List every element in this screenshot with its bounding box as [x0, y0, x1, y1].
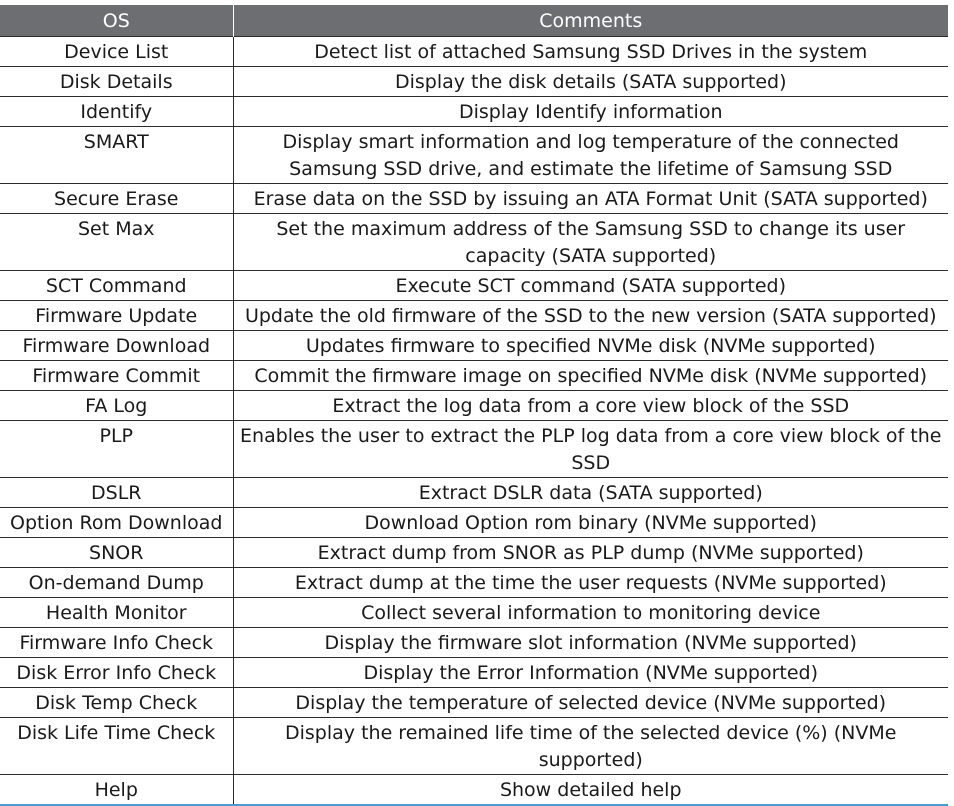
comment-cell: Display the Error Information (NVMe supported) — [233, 658, 948, 688]
table-row — [0, 688, 948, 718]
comment-cell: Display the remained life time of the selected device (%) (NVMe supported) — [233, 718, 948, 775]
table-row — [0, 391, 948, 421]
comment-cell: Display the firmware slot information (NVMe supported) — [233, 628, 948, 658]
os-cell: SMART — [0, 127, 233, 184]
table-row — [0, 97, 948, 127]
header-row — [0, 5, 948, 37]
os-cell: Disk Life Time Check — [0, 718, 233, 775]
comment-cell: Display smart information and log temperature of the connected Samsung SSD drive, and estimate the lifetime of Samsung SSD — [233, 127, 948, 184]
comment-cell: Extract DSLR data (SATA supported) — [233, 478, 948, 508]
os-cell: SNOR — [0, 538, 233, 568]
table-row — [0, 421, 948, 478]
table-row — [0, 184, 948, 214]
table-row — [0, 568, 948, 598]
os-cell: Option Rom Download — [0, 508, 233, 538]
comment-cell: Commit the firmware image on specified NVMe disk (NVMe supported) — [233, 361, 948, 391]
table-row — [0, 361, 948, 391]
table-row — [0, 37, 948, 67]
table-row — [0, 271, 948, 301]
os-cell: Firmware Update — [0, 301, 233, 331]
table-row — [0, 538, 948, 568]
table-row — [0, 301, 948, 331]
os-cell: Device List — [0, 37, 233, 67]
os-cell: DSLR — [0, 478, 233, 508]
table-row — [0, 628, 948, 658]
comment-cell: Extract dump from SNOR as PLP dump (NVMe supported) — [233, 538, 948, 568]
comment-cell: Display the temperature of selected device (NVMe supported) — [233, 688, 948, 718]
commands-table — [0, 5, 948, 806]
os-cell: Health Monitor — [0, 598, 233, 628]
comment-cell: Detect list of attached Samsung SSD Drives in the system — [233, 37, 948, 67]
comment-cell: Display Identify information — [233, 97, 948, 127]
table-row — [0, 508, 948, 538]
table-row — [0, 775, 948, 806]
os-cell: Identify — [0, 97, 233, 127]
column-header-os: OS — [0, 5, 233, 37]
os-cell: PLP — [0, 421, 233, 478]
os-cell: Disk Details — [0, 67, 233, 97]
table-row — [0, 214, 948, 271]
column-header-comments: Comments — [233, 5, 948, 37]
os-cell: Firmware Download — [0, 331, 233, 361]
comment-cell: Set the maximum address of the Samsung SSD to change its user capacity (SATA supported) — [233, 214, 948, 271]
comment-cell: Show detailed help — [233, 775, 948, 806]
table-row — [0, 331, 948, 361]
table-row — [0, 127, 948, 184]
comment-cell: Download Option rom binary (NVMe supported) — [233, 508, 948, 538]
comment-cell: Enables the user to extract the PLP log data from a core view block of the SSD — [233, 421, 948, 478]
os-cell: On-demand Dump — [0, 568, 233, 598]
comment-cell: Extract dump at the time the user requests (NVMe supported) — [233, 568, 948, 598]
os-cell: Secure Erase — [0, 184, 233, 214]
comment-cell: Erase data on the SSD by issuing an ATA Format Unit (SATA supported) — [233, 184, 948, 214]
table-row — [0, 598, 948, 628]
table-row — [0, 718, 948, 775]
os-cell: Disk Error Info Check — [0, 658, 233, 688]
comment-cell: Update the old firmware of the SSD to the new version (SATA supported) — [233, 301, 948, 331]
os-cell: Firmware Commit — [0, 361, 233, 391]
comment-cell: Updates firmware to specified NVMe disk (NVMe supported) — [233, 331, 948, 361]
table-row — [0, 658, 948, 688]
os-cell: FA Log — [0, 391, 233, 421]
comment-cell: Collect several information to monitoring device — [233, 598, 948, 628]
table-row — [0, 67, 948, 97]
os-cell: Disk Temp Check — [0, 688, 233, 718]
comment-cell: Execute SCT command (SATA supported) — [233, 271, 948, 301]
os-cell: Help — [0, 775, 233, 806]
comment-cell: Extract the log data from a core view block of the SSD — [233, 391, 948, 421]
os-cell: Set Max — [0, 214, 233, 271]
table-row — [0, 478, 948, 508]
comment-cell: Display the disk details (SATA supported) — [233, 67, 948, 97]
os-cell: Firmware Info Check — [0, 628, 233, 658]
os-cell: SCT Command — [0, 271, 233, 301]
